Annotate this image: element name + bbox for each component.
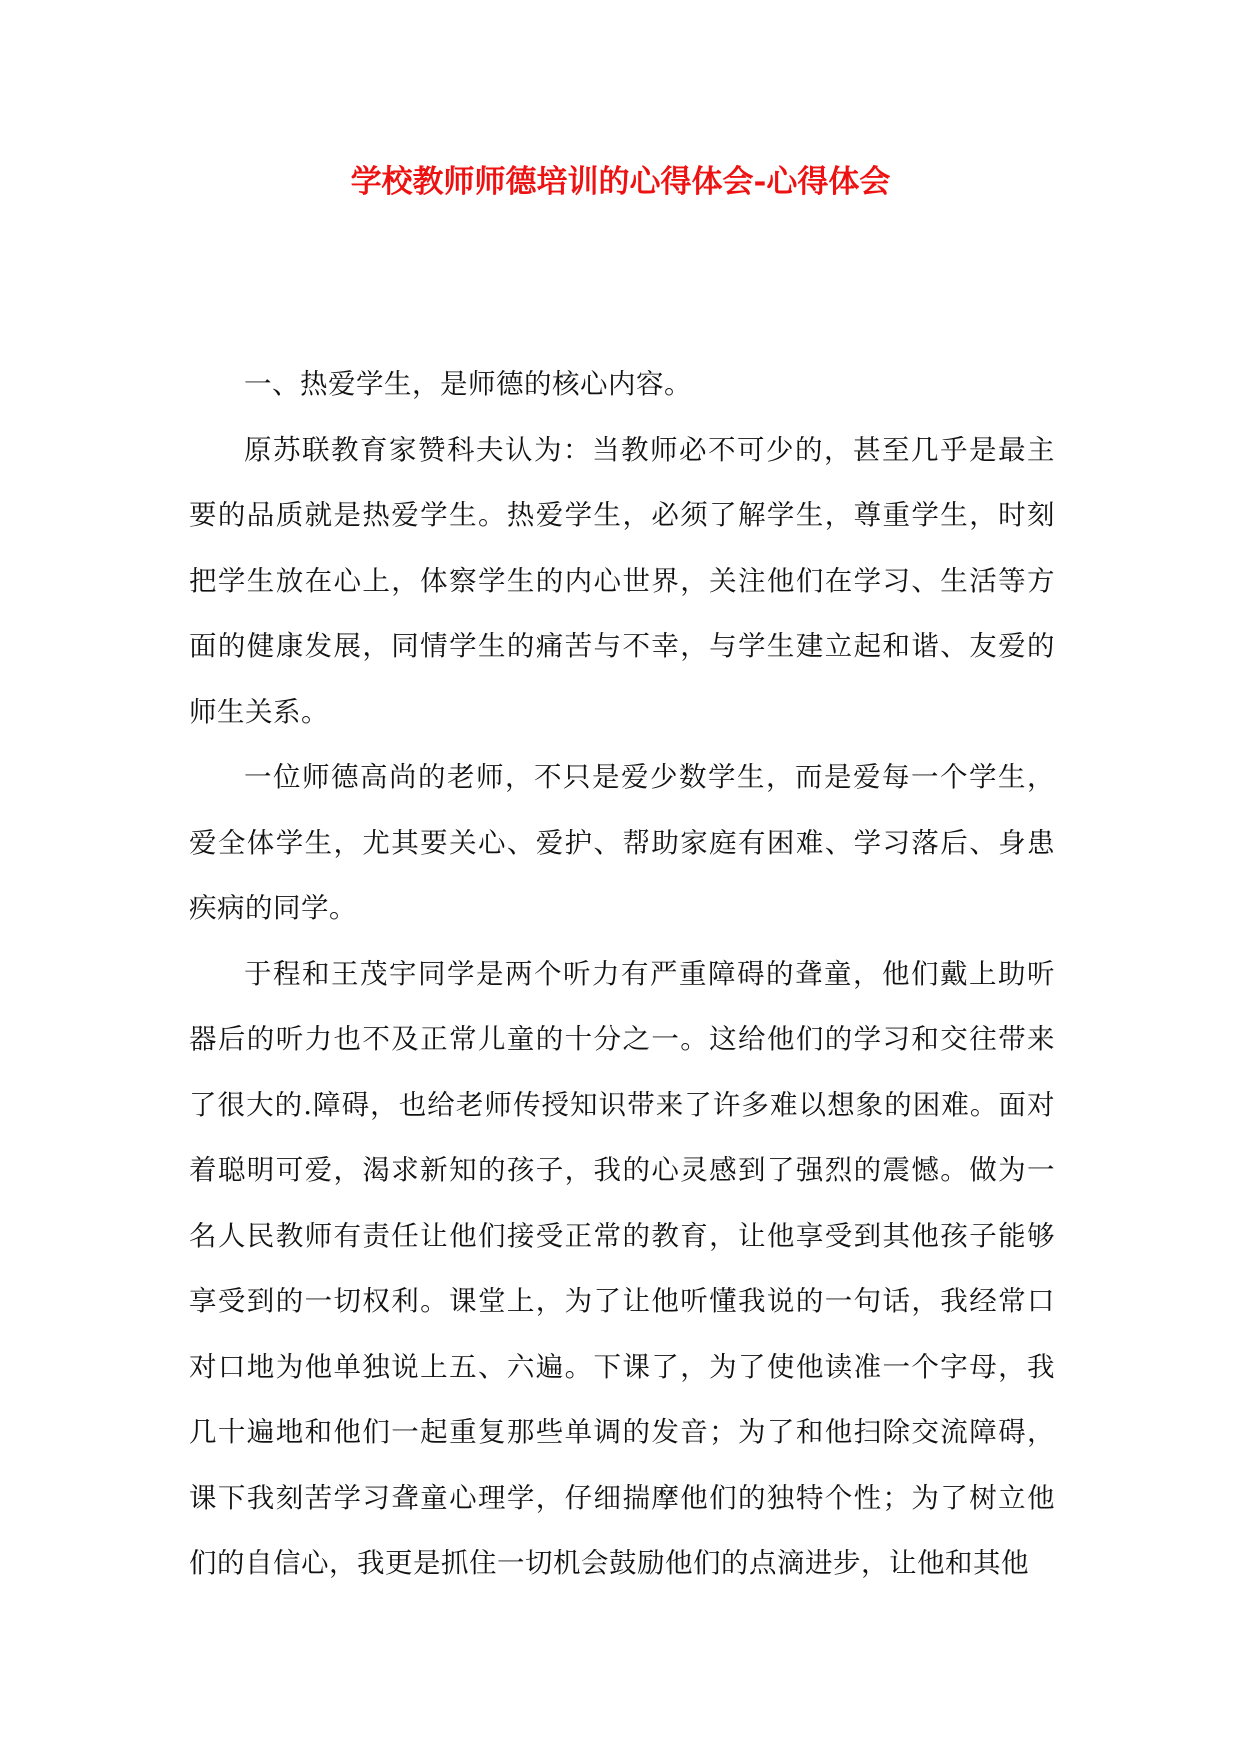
paragraph: 一位师德高尚的老师，不只是爱少数学生，而是爱每一个学生，爱全体学生，尤其要关心、爱护、帮助家庭有困难、学习落后、身患疾病的同学。 (189, 761, 1055, 924)
paragraph-heading: 一、热爱学生，是师德的核心内容。 (244, 368, 692, 400)
document-title: 学校教师师德培训的心得体会-心得体会 (350, 164, 891, 200)
paragraph: 原苏联教育家赞科夫认为：当教师必不可少的，甚至几乎是最主要的品质就是热爱学生。热爱学生，必须了解学生，尊重学生，时刻把学生放在心上，体察学生的内心世界，关注他们在学习、生活等方面的健康发展，同情学生的痛苦与不幸，与学生建立起和谐、友爱的师生关系。 (189, 433, 1055, 728)
document-body (189, 352, 1055, 1597)
paragraph: 于程和王茂宇同学是两个听力有严重障碍的聋童，他们戴上助听器后的听力也不及正常儿童的十分之一。这给他们的学习和交往带来了很大的.障碍，也给老师传授知识带来了许多难以想象的困难。面对着聪明可爱，渴求新知的孩子，我的心灵感到了强烈的震憾。做为一名人民教师有责任让他们接受正常的教育，让他享受到其他孩子能够享受到的一切权利。课堂上，为了让他听懂我说的一句话，我经常口对口地为他单独说上五、六遍。下课了，为了使他读准一个字母，我几十遍地和他们一起重复那些单调的发音；为了和他扫除交流障碍，课下我刻苦学习聋童心理学，仔细揣摩他们的独特个性；为了树立他们的自信心，我更是抓住一切机会鼓励他们的点滴进步，让他和其他 (189, 957, 1055, 1579)
